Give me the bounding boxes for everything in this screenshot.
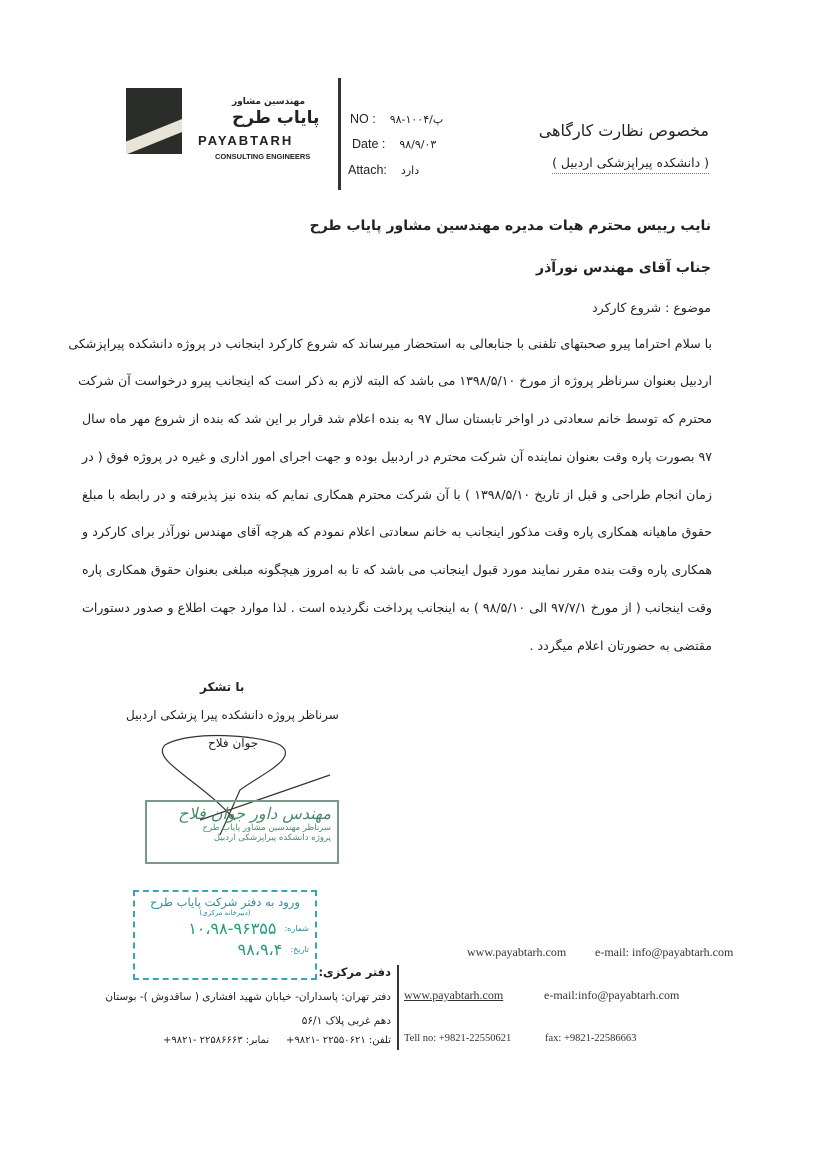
recipient-line-1: نایب رییس محترم هیات مدیره مهندسین مشاور پایاب طرح [309,218,711,234]
closing-position: سرناظر پروژه دانشکده پیرا پزشکی اردبیل [126,708,339,722]
body-line: با سلام احتراما پیرو صحبتهای تلفنی با جنابعالی به استحضار میرساند که شروع کارکرد اینجانب در پروژه دانشکده پیراپزشکی [68,336,712,351]
recipient-line-2: جناب آقای مهندس نورآذر [536,260,711,276]
company-logo-mark [126,88,182,154]
letter-number [350,112,443,126]
body-line: ۹۷ بصورت پاره وقت بعنوان نماینده آن شرکت محترم در اردبیل بوده و جهت اجرای امور اداری و غیره در پروژه فوق ( در [82,449,712,464]
received-date-label: تاریخ: [290,945,309,954]
received-stamp [133,890,317,980]
attach-label: Attach: [348,163,387,177]
received-stamp-title: ورود به دفتر شرکت پایاب طرح [150,895,300,909]
footer-email[interactable]: e-mail:info@payabtarh.com [544,988,680,1002]
body-line: مقتضی به حضورتان اعلام میگردد . [529,638,712,653]
address-line-2: دهم غربی پلاک ۵۶/۱ [301,1015,391,1027]
logo-subtitle: CONSULTING ENGINEERS [215,152,311,161]
logo-text-small: مهندسین مشاور [232,97,306,107]
phone-fa: تلفن: ۲۲۵۵۰۶۲۱ -۹۸۲۱+ [286,1035,391,1046]
footer-web-top[interactable]: www.payabtarh.com [467,945,567,959]
footer-web[interactable]: www.payabtarh.com [404,988,504,1002]
received-date-value: ۹۸،۹،۴ [237,940,283,959]
received-number-value: ۱۰،۹۸-۹۶۳۵۵ [188,919,277,938]
date-label: Date : [352,137,386,151]
logo-text-en: PAYABTARH [198,133,294,148]
office-label: دفتر مرکزی: [318,965,391,979]
received-number-label: شماره: [284,924,309,933]
stamp-line-2: سرناظر مهندسین مشاور پایاب طرح [202,823,331,833]
closing-name: جوان فلاح [208,736,259,750]
stamp-name: مهندس داور جوان فلاح [178,804,331,823]
letter-date [352,137,436,151]
body-line: حقوق ماهیانه همکاری پاره وقت مذکور اینجانب به خانم سعادتی اعلام نمودم که هرچه آقای مهندس نورآذر برای کارکرد و [82,524,712,539]
no-value: ۹۸-۱۰۰۴/پ [389,113,444,126]
footer-email-top[interactable]: e-mail: info@payabtarh.com [595,945,734,959]
document-title: مخصوص نظارت کارگاهی [538,121,709,140]
letter-attach [348,163,419,177]
signature-stamp [145,800,339,864]
body-line: زمان انجام طراحی و قبل از تاریخ ۱۳۹۸/۵/۱۰ ) با آن شرکت محترم همکاری نمایم که بنده نیز پذیرفته و در رابطه با مبلغ [82,487,712,502]
received-stamp-sub: (دبیرخانه مرکزی) [199,909,251,917]
footer-tel: Tell no: +9821-22550621 [404,1033,512,1044]
body-line: محترم که توسط خانم سعادتی در اواخر تابستان سال ۹۷ به بنده اعلام شد قرار بر این شد که بنده از شروع مهر ماه سال [82,411,712,426]
footer-divider [397,965,399,1050]
closing-thanks: با تشکر [200,680,245,694]
logo-text-fa: پایاب طرح [232,108,320,128]
header-divider [338,78,341,190]
date-value: ۹۸/۹/۰۳ [399,138,437,151]
body-line: اردبیل بعنوان سرناظر پروژه از مورخ ۱۳۹۸/۵/۱۰ می باشد که البته لازم به ذکر است که اینجانب پیرو درخواست آن شرکت [78,373,712,388]
footer-fax: fax: +9821-22586663 [545,1033,637,1044]
attach-value: دارد [400,164,420,177]
document-subtitle: ( دانشکده پیراپزشکی اردبیل ) [552,155,709,174]
no-label: NO : [350,112,376,126]
stamp-line-3: پروژه دانشکده پیراپزشکی اردبیل [213,833,331,843]
fax-fa: نمابر: ۲۲۵۸۶۶۶۳ -۹۸۲۱+ [163,1035,270,1046]
body-line: وقت اینجانب ( از مورخ ۹۷/۷/۱ الی ۹۸/۵/۱۰ ) به اینجانب پرداخت نگردیده است . لذا موارد جهت اطلاع و صدور دستورات [82,600,712,615]
body-line: همکاری پاره وقت بنده مقرر نمایند مورد قبول اینجانب می باشد که تا به امروز هیچگونه مبلغی بعنوان حقوق همکاری پاره [82,562,712,577]
subject-line: موضوع : شروع کارکرد [592,300,711,315]
address-line-1: دفتر تهران: پاسداران- خیابان شهید افشاری ( ساقدوش )- بوستان [105,991,391,1003]
